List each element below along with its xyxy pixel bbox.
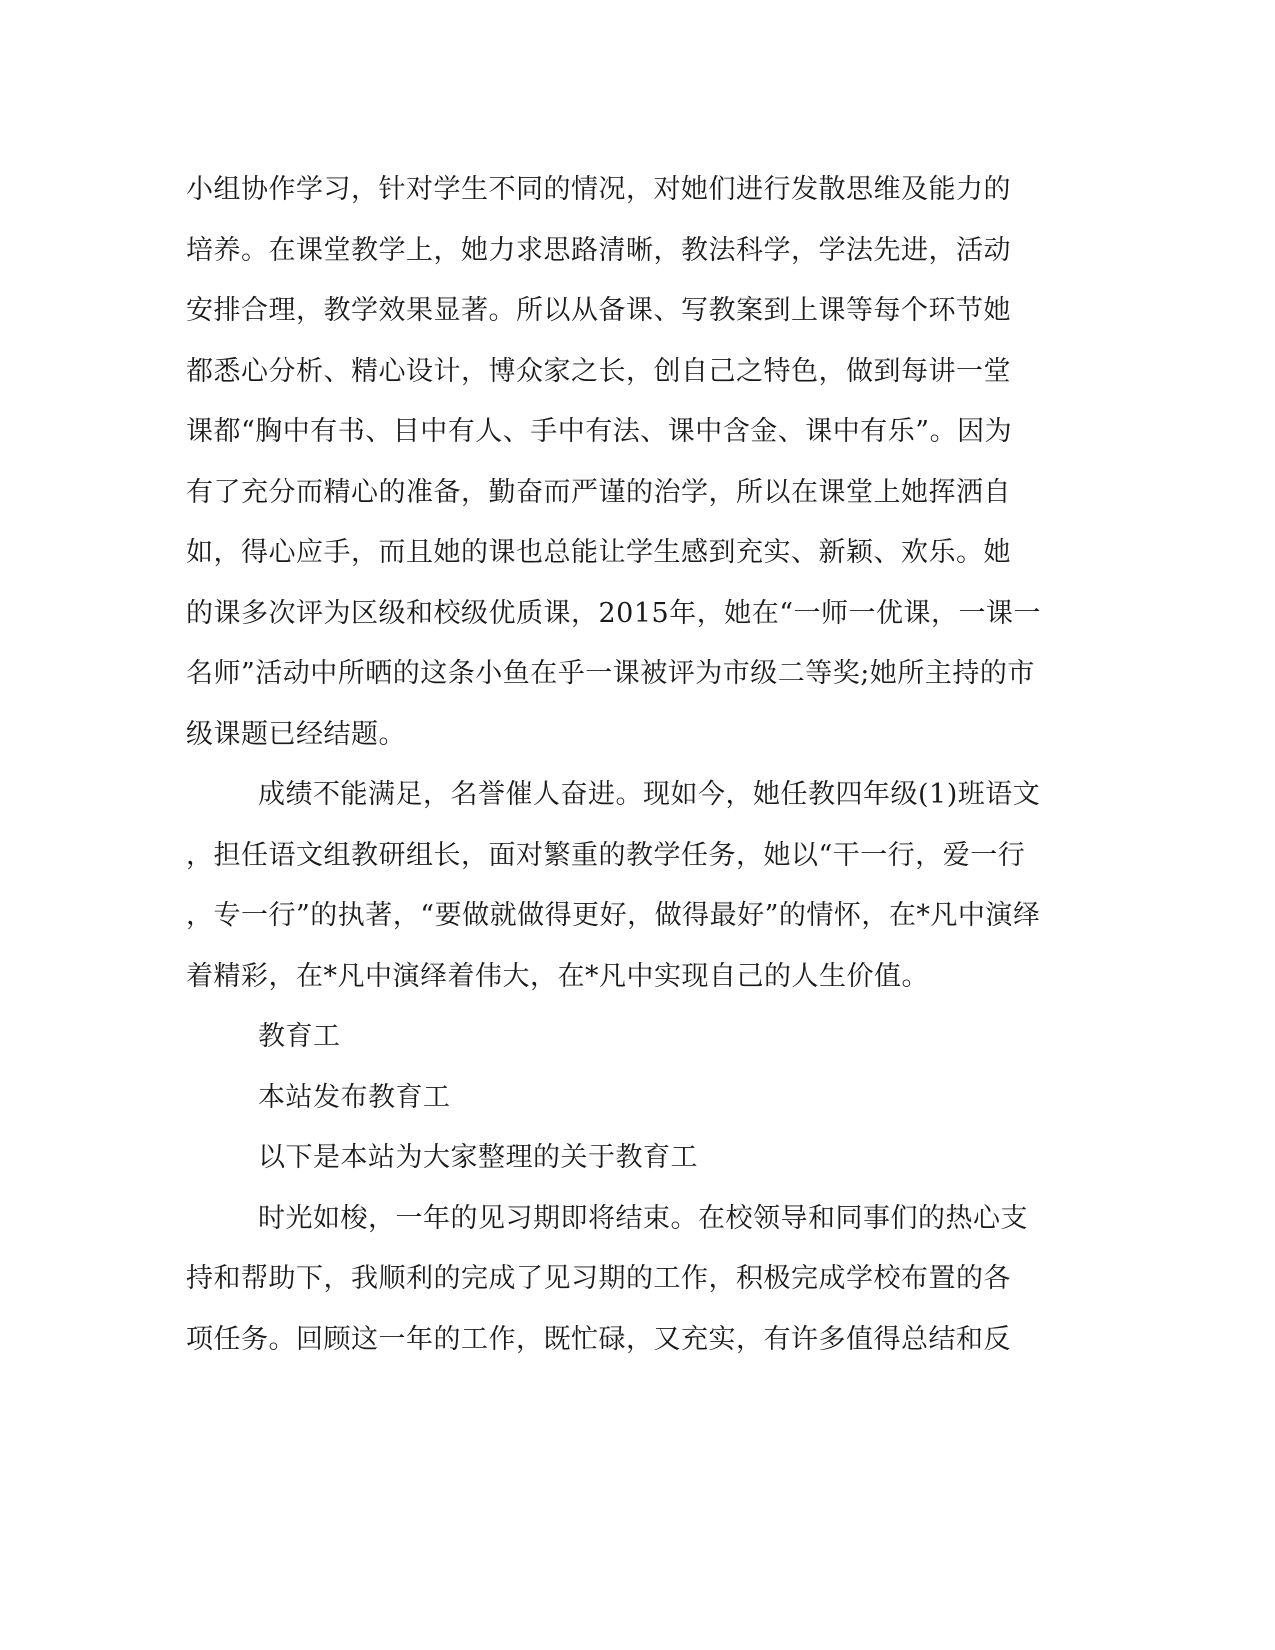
text-line: 本站发布教育工	[258, 1081, 451, 1113]
text-line: 课都“胸中有书、目中有人、手中有法、课中含金、课中有乐”。因为	[186, 416, 1013, 447]
text-line: 级课题已经结题。	[186, 718, 406, 750]
text-line: 成绩不能满足，名誉催人奋进。现如今，她任教四年级(1)班语文	[258, 779, 1041, 810]
text-line: 名师”活动中所晒的这条小鱼在乎一课被评为市级二等奖;她所主持的市	[186, 658, 1035, 689]
document-body	[186, 160, 1066, 1370]
text-line: ，专一行”的执著，“要做就做得更好，做得最好”的情怀，在*凡中演绎	[186, 900, 1041, 931]
text-line: 的课多次评为区级和校级优质课，2015年，她在“一师一优课，一课一	[186, 597, 1042, 629]
text-line: 安排合理，教学效果显著。所以从备课、写教案到上课等每个环节她	[186, 295, 1011, 326]
text-line: 如，得心应手，而且她的课也总能让学生感到充实、新颖、欢乐。她	[186, 537, 1011, 568]
text-line: 时光如梭，一年的见习期即将结束。在校领导和同事们的热心支	[258, 1202, 1028, 1234]
text-line: ，担任语文组教研组长，面对繁重的教学任务，她以“干一行，爱一行	[186, 839, 1026, 871]
text-line: 教育工	[258, 1021, 341, 1052]
text-line: 培养。在课堂教学上，她力求思路清晰，教法科学，学法先进，活动	[186, 234, 1011, 266]
text-line: 项任务。回顾这一年的工作，既忙碌，又充实，有许多值得总结和反	[186, 1323, 1011, 1355]
text-line: 持和帮助下，我顺利的完成了见习期的工作，积极完成学校布置的各	[186, 1263, 1011, 1294]
text-line: 以下是本站为大家整理的关于教育工	[258, 1142, 698, 1173]
text-line: 小组协作学习，针对学生不同的情况，对她们进行发散思维及能力的	[186, 174, 1011, 205]
text-line: 都悉心分析、精心设计，博众家之长，创自己之特色，做到每讲一堂	[186, 355, 1011, 387]
text-line: 着精彩，在*凡中演绎着伟大，在*凡中实现自己的人生价值。	[186, 960, 929, 992]
text-line: 有了充分而精心的准备，勤奋而严谨的治学，所以在课堂上她挥洒自	[186, 476, 1011, 508]
